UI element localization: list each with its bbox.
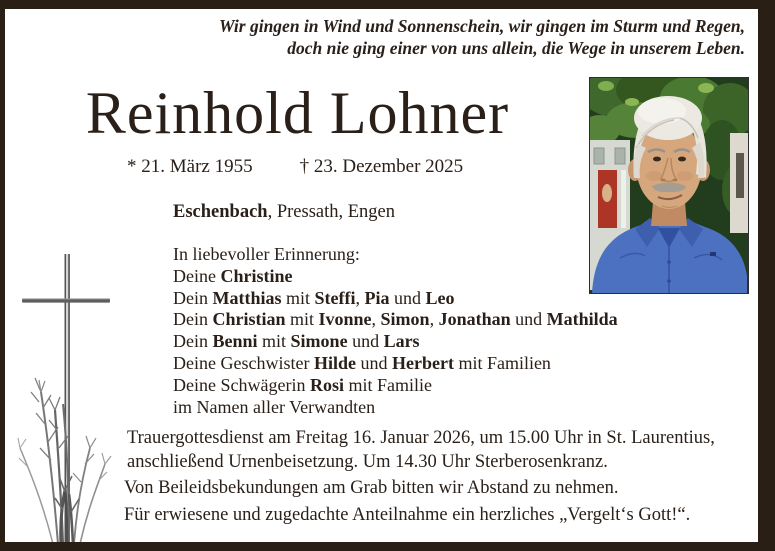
person-name: Steffi — [314, 287, 356, 308]
memorial-line — [173, 266, 618, 288]
death-date: † 23. Dezember 2025 — [299, 156, 464, 177]
person-name: Christine — [220, 265, 293, 286]
text-segment: mit — [257, 331, 291, 352]
text-segment: Deine Geschwister — [173, 352, 314, 373]
person-name: Herbert — [391, 352, 454, 373]
person-name: Hilde — [313, 352, 356, 373]
person-name: Leo — [425, 287, 455, 308]
text-segment: , Pressath, Engen — [267, 202, 396, 222]
text-segment: Deine — [173, 265, 221, 286]
epitaph-line-1: Wir gingen in Wind und Sonnenschein, wir gingen im Sturm und Regen, — [219, 16, 745, 36]
person-name: Simone — [290, 331, 348, 352]
cross-icon — [3, 252, 135, 546]
text-segment: und — [347, 331, 384, 352]
text-segment: und — [355, 352, 392, 373]
text-segment: mit Familien — [453, 352, 551, 373]
person-name: Rosi — [309, 374, 344, 395]
text-segment: und — [389, 287, 426, 308]
text-segment: Dein — [173, 309, 213, 330]
person-name: Jonathan — [438, 309, 511, 330]
text-segment: mit — [281, 287, 315, 308]
text-segment: mit — [285, 309, 319, 330]
person-name: Pia — [364, 287, 390, 308]
epitaph-quote — [219, 15, 745, 59]
condolence-note: Von Beileidsbekundungen am Grab bitten wir Abstand zu nehmen. — [124, 478, 619, 498]
life-dates — [127, 156, 463, 178]
service-line-2: anschließend Urnenbeisetzung. Um 14.30 Uhr Sterberosenkranz. — [127, 452, 608, 472]
memorial-line — [173, 397, 618, 419]
thanks-note: Für erwiesene und zugedachte Anteilnahme ein herzliches „Vergelt‘s Gott!“. — [124, 505, 691, 525]
birth-date: * 21. März 1955 — [127, 156, 253, 177]
places-line — [173, 201, 395, 223]
person-name: Christian — [212, 309, 286, 330]
memorial-line — [173, 331, 618, 353]
person-name: Ivonne — [318, 309, 372, 330]
person-name: Benni — [212, 331, 258, 352]
memorial-list — [173, 244, 618, 418]
cross-grass-illustration — [3, 252, 135, 546]
memorial-line — [173, 309, 618, 331]
memorial-line — [173, 375, 618, 397]
person-name: Matthias — [212, 287, 282, 308]
service-info — [127, 426, 715, 474]
text-segment: Deine Schwägerin — [173, 374, 310, 395]
text-segment: , — [355, 287, 365, 308]
text-segment: Dein — [173, 331, 213, 352]
text-segment: im Namen aller Verwandten — [173, 396, 376, 417]
epitaph-line-2: doch nie ging einer von uns allein, die Wege in unserem Leben. — [287, 38, 745, 58]
text-segment: mit Familie — [343, 374, 432, 395]
text-segment: , — [429, 309, 439, 330]
deceased-name: Reinhold Lohner — [85, 80, 510, 146]
memorial-line — [173, 244, 618, 266]
text-segment: In liebevoller Erinnerung: — [173, 244, 360, 264]
person-name: Eschenbach — [173, 202, 268, 222]
person-name: Mathilda — [546, 309, 618, 330]
person-name: Simon — [380, 309, 430, 330]
text-segment: Dein — [173, 287, 213, 308]
person-name: Lars — [383, 331, 420, 352]
memorial-line — [173, 288, 618, 310]
text-segment: und — [510, 309, 547, 330]
memorial-line — [173, 353, 618, 375]
service-line-1: Trauergottesdienst am Freitag 16. Januar 2026, um 15.00 Uhr in St. Laurentius, — [127, 428, 715, 448]
text-segment: , — [371, 309, 381, 330]
